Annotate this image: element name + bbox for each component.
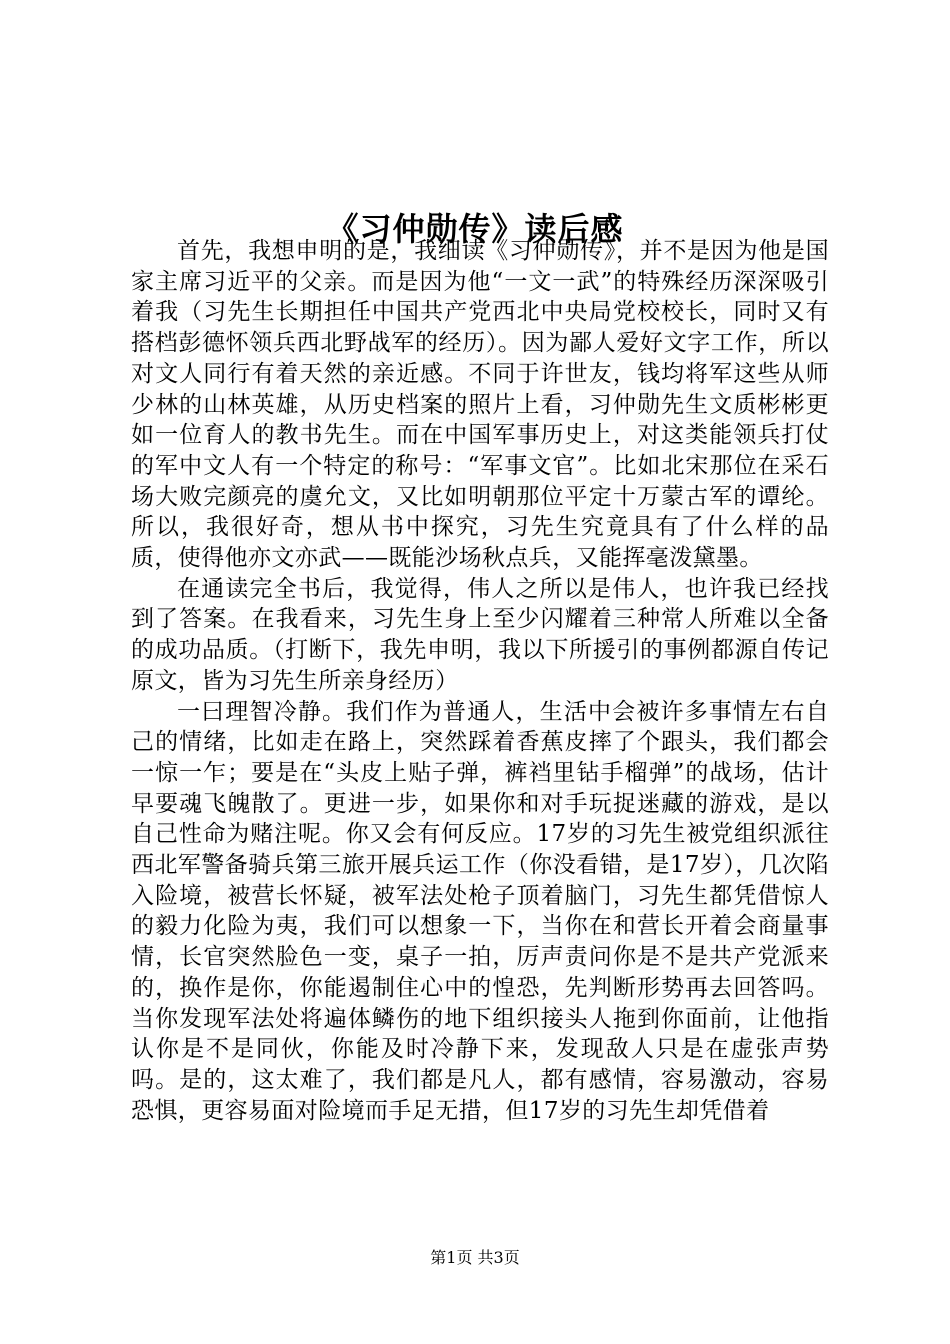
document-body [131, 236, 829, 1126]
document-title: 《习仲勋传》读后感 [326, 210, 624, 249]
paragraph: 在通读完全书后，我觉得，伟人之所以是伟人，也许我已经找到了答案。在我看来，习先生身上至少闪耀着三种常人所难以全备的成功品质。（打断下，我先申明，我以下所援引的事例都源自传记原文，皆为习先生所亲身经历） [131, 575, 829, 694]
page-footer: 第1页 共3页 [430, 1248, 520, 1267]
paragraph: 首先，我想申明的是，我细读《习仲勋传》，并不是因为他是国家主席习近平的父亲。而是因为他“一文一武”的特殊经历深深吸引着我（习先生长期担任中国共产党西北中央局党校校长，同时又有搭档彭德怀领兵西北野战军的经历）。因为鄙人爱好文字工作，所以对文人同行有着天然的亲近感。不同于许世友，钱均将军这些从师少林的山林英雄，从历史档案的照片上看，习仲勋先生文质彬彬更如一位育人的教书先生。而在中国军事历史上，对这类能领兵打仗的军中文人有一个特定的称号：“军事文官”。比如北宋那位在采石场大败完颜亮的虞允文，又比如明朝那位平定十万蒙古军的谭纶。所以，我很好奇，想从书中探究，习先生究竟具有了什么样的品质，使得他亦文亦武——既能沙场秋点兵，又能挥毫泼黛墨。 [131, 238, 829, 572]
paragraph: 一曰理智冷静。我们作为普通人，生活中会被许多事情左右自己的情绪，比如走在路上，突然踩着香蕉皮摔了个跟头，我们都会一惊一乍；要是在“头皮上贴子弹，裤裆里钻手榴弹”的战场，估计早要魂飞魄散了。更进一步，如果你和对手玩捉迷藏的游戏，是以自己性命为赌注呢。你又会有何反应。17岁的习先生被党组织派往西北军警备骑兵第三旅开展兵运工作（你没看错，是17岁），几次陷入险境，被营长怀疑，被军法处枪子顶着脑门，习先生都凭借惊人的毅力化险为夷，我们可以想象一下，当你在和营长开着会商量事情，长官突然脸色一变，桌子一拍，厉声责问你是不是共产党派来的，换作是你，你能遏制住心中的惶恐，先判断形势再去回答吗。当你发现军法处将遍体鳞伤的地下组织接头人拖到你面前，让他指认你是不是同伙，你能及时冷静下来，发现敌人只是在虚张声势吗。是的，这太难了，我们都是凡人，都有感情，容易激动，容易恐惧，更容易面对险境而手足无措，但17岁的习先生却凭借着 [131, 698, 829, 1124]
